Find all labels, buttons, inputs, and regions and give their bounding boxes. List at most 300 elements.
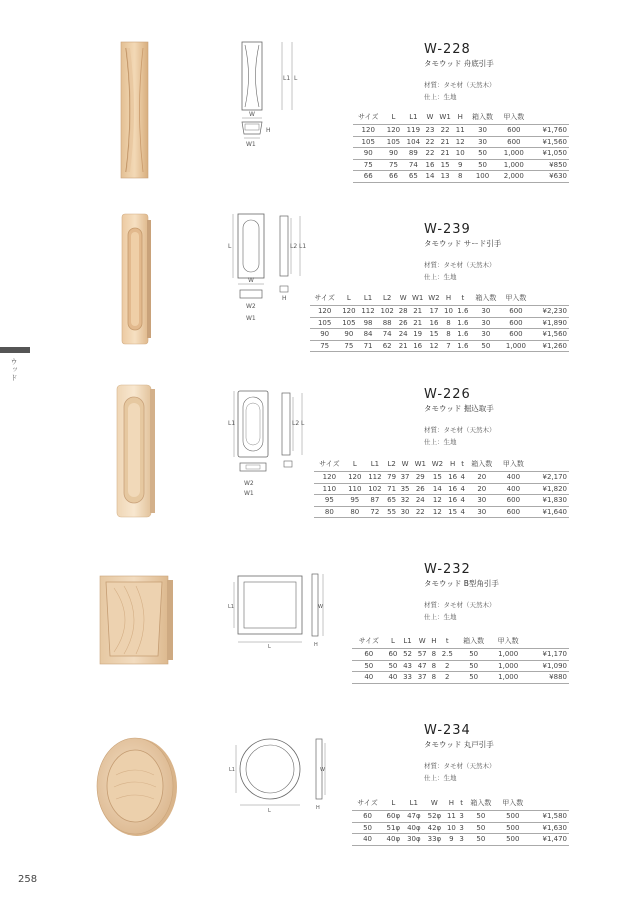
table-cell: 90 (383, 148, 403, 160)
table-cell: 60 (386, 649, 401, 661)
table-cell: 29 (412, 472, 429, 484)
price-cell: ¥1,580 (529, 811, 569, 823)
table-cell: 15 (446, 506, 459, 518)
table-cell: 4 (460, 507, 465, 516)
table-cell: 1,000 (498, 159, 529, 171)
material-text: 材質：タモ材（天然木） (424, 261, 496, 269)
table-cell: 119 (403, 125, 423, 137)
material-text: 材質：タモ材（天然木） (424, 762, 496, 770)
column-header: L1 (409, 799, 419, 807)
finish-text: 仕上：生地 (424, 613, 457, 621)
table-cell: 75 (339, 340, 358, 352)
dim-label: L1 (229, 767, 235, 773)
table-cell: 110 (314, 483, 345, 495)
table-cell: 57 (415, 649, 430, 661)
finish-text: 仕上：生地 (424, 438, 457, 446)
spec-table (352, 636, 569, 684)
product-w228 (0, 0, 636, 190)
table-cell: 37 (398, 472, 411, 484)
table-cell: 90 (353, 148, 383, 160)
table-cell: 120 (353, 125, 383, 137)
table-cell: 8 (430, 649, 439, 661)
product-w239 (0, 200, 636, 360)
table-cell: 30 (398, 506, 411, 518)
price-cell: ¥1,170 (525, 649, 569, 661)
table-cell: 14 (423, 171, 436, 183)
table-cell: 105 (353, 136, 383, 148)
table-cell: 50 (352, 822, 383, 834)
table-cell: 33φ (424, 834, 445, 846)
dim-label: W1 (246, 141, 256, 148)
table-cell: 1,000 (491, 672, 525, 684)
table-cell: 1,000 (491, 649, 525, 661)
dim-label: L1 (228, 420, 236, 427)
table-cell: 50 (456, 660, 490, 672)
table-cell: 23 (423, 125, 436, 137)
product-code: W-228 (424, 42, 471, 57)
dim-label: H (282, 295, 287, 302)
column-header (531, 293, 569, 306)
price-cell: ¥1,630 (529, 822, 569, 834)
dim-label: L (268, 808, 271, 814)
spec-table (352, 798, 569, 846)
table-cell: 400 (498, 483, 530, 495)
table-row (352, 672, 569, 684)
table-cell: 60 (352, 649, 386, 661)
price-cell: ¥2,170 (529, 472, 569, 484)
product-code: W-232 (424, 562, 471, 577)
table-row (352, 811, 569, 823)
column-header: 箱入数 (463, 637, 485, 645)
product-w232 (0, 550, 636, 700)
table-cell: 600 (498, 495, 530, 507)
table-cell: 2 (438, 660, 456, 672)
table-cell: 80 (345, 506, 365, 518)
column-header: 箱入数 (471, 460, 493, 468)
column-header: H (448, 799, 455, 807)
table-row (314, 483, 569, 495)
table-cell: 50 (456, 672, 490, 684)
table-cell: 30 (471, 329, 501, 341)
table-cell: 600 (498, 506, 530, 518)
table-cell: 12 (426, 340, 442, 352)
column-header: W (401, 460, 409, 468)
table-cell: 12 (454, 136, 467, 148)
price-cell: ¥630 (529, 171, 569, 183)
table-cell: 30φ (404, 834, 425, 846)
dim-label: H (314, 642, 318, 648)
finish-text: 仕上：生地 (424, 93, 457, 101)
price-cell: ¥1,760 (529, 125, 569, 137)
table-cell: 20 (466, 483, 498, 495)
product-name: タモウッド 舟底引手 (424, 59, 494, 68)
column-header (529, 112, 569, 125)
table-row (353, 159, 569, 171)
table-cell: 600 (501, 306, 531, 318)
product-name: タモウッド B型角引手 (424, 579, 499, 588)
column-header: サイズ (319, 460, 340, 468)
column-header: H (431, 637, 437, 645)
table-cell: 9 (445, 834, 459, 846)
spec-table (310, 293, 569, 352)
table-cell: 1.6 (455, 329, 471, 341)
table-row (310, 329, 569, 341)
table-cell: 30 (466, 506, 498, 518)
column-header: サイズ (314, 294, 335, 302)
column-header: 箱入数 (475, 294, 497, 302)
price-cell: ¥880 (525, 672, 569, 684)
table-cell: 600 (501, 329, 531, 341)
table-cell: 19 (410, 329, 426, 341)
product-name: タモウッド 掘込取手 (424, 404, 494, 413)
table-cell: 50 (471, 340, 501, 352)
table-cell: 13 (437, 171, 454, 183)
table-cell: 500 (497, 822, 529, 834)
product-w226 (0, 375, 636, 535)
product-code: W-239 (424, 222, 471, 237)
table-cell: 42φ (424, 822, 445, 834)
table-cell: 30 (471, 306, 501, 318)
price-cell: ¥1,050 (529, 148, 569, 160)
table-cell: 16 (446, 495, 459, 507)
column-header: W (430, 799, 438, 807)
table-cell: 75 (310, 340, 339, 352)
table-cell: 10 (454, 148, 467, 160)
table-cell: 16 (410, 340, 426, 352)
column-header: W (418, 637, 426, 645)
table-row (352, 660, 569, 672)
table-cell: 22 (437, 125, 454, 137)
table-cell: 8 (454, 171, 467, 183)
table-cell: 55 (385, 506, 398, 518)
table-cell: 3 (459, 823, 464, 832)
table-row (314, 495, 569, 507)
finish-text: 仕上：生地 (424, 273, 457, 281)
table-cell: 4 (460, 484, 465, 493)
column-header: H (457, 113, 463, 121)
dimension-drawing (226, 735, 326, 815)
table-cell: 120 (345, 472, 365, 484)
table-cell: 95 (345, 495, 365, 507)
table-cell: 50 (456, 649, 490, 661)
table-cell: 35 (398, 483, 411, 495)
dim-label: W (249, 111, 255, 118)
table-cell: 500 (497, 834, 529, 846)
price-cell: ¥1,090 (525, 660, 569, 672)
material-text: 材質：タモ材（天然木） (424, 426, 496, 434)
dim-label: H (266, 127, 271, 134)
table-cell: 120 (383, 125, 403, 137)
table-cell: 10 (444, 307, 453, 316)
table-cell: 2,000 (498, 171, 529, 183)
column-header: L2 (383, 294, 392, 302)
table-cell: 3 (459, 835, 464, 844)
table-cell: 1.6 (455, 340, 471, 352)
product-info (424, 222, 501, 283)
table-cell: 102 (378, 306, 397, 318)
table-cell: 17 (426, 306, 442, 318)
table-cell: 24 (412, 495, 429, 507)
table-cell: 52φ (424, 811, 445, 823)
dim-label: L (268, 644, 271, 650)
product-code: W-226 (424, 387, 471, 402)
table-cell: 43 (400, 660, 415, 672)
dim-label: L1 (228, 604, 234, 610)
column-header: L1 (363, 294, 373, 302)
table-row (352, 822, 569, 834)
product-code: W-234 (424, 723, 471, 738)
dim-label: W (320, 767, 325, 773)
table-cell: 400 (498, 472, 530, 484)
table-cell: 11 (445, 811, 459, 823)
column-header: サイズ (357, 799, 378, 807)
table-row (353, 148, 569, 160)
table-cell: 7 (442, 340, 455, 352)
price-cell: ¥1,560 (531, 329, 569, 341)
table-row (353, 136, 569, 148)
column-header: L2 (387, 460, 396, 468)
price-cell: ¥1,890 (531, 317, 569, 329)
table-cell: 26 (398, 318, 408, 327)
dimension-drawing (232, 40, 307, 150)
column-header: L (391, 113, 396, 121)
table-cell: 112 (358, 306, 377, 318)
dim-label: L1 (283, 75, 291, 82)
column-header: L (352, 460, 357, 468)
dimension-drawing (226, 387, 316, 499)
product-photo (94, 735, 180, 839)
table-cell: 4 (460, 473, 465, 482)
table-row (314, 506, 569, 518)
table-cell: 8 (442, 329, 455, 341)
table-cell: 1,000 (501, 340, 531, 352)
column-header: L1 (403, 637, 412, 645)
table-cell: 22 (423, 136, 436, 148)
table-cell: 50 (465, 834, 497, 846)
table-cell: 66 (353, 171, 383, 183)
table-row (310, 306, 569, 318)
price-cell: ¥2,230 (531, 306, 569, 318)
table-header-row (310, 293, 569, 306)
table-cell: 8 (430, 660, 439, 672)
table-cell: 65 (385, 495, 398, 507)
dim-label: L (228, 243, 232, 250)
column-header: L1 (370, 460, 380, 468)
table-cell: 2.5 (438, 649, 456, 661)
dim-label: L2 (292, 420, 300, 427)
table-cell: 47 (415, 660, 430, 672)
column-header: t (460, 799, 463, 807)
table-cell: 16 (446, 472, 459, 484)
column-header: 甲入数 (505, 294, 527, 302)
table-cell: 28 (398, 307, 408, 316)
column-header: t (445, 637, 449, 645)
price-cell: ¥1,640 (529, 506, 569, 518)
table-cell: 30 (471, 317, 501, 329)
table-cell: 102 (365, 483, 385, 495)
table-cell: 32 (398, 495, 411, 507)
table-cell: 52 (400, 649, 415, 661)
column-header: サイズ (358, 637, 380, 645)
column-header: L (391, 799, 396, 807)
table-cell: 30 (467, 136, 498, 148)
product-info (424, 42, 496, 103)
column-header: t (461, 460, 465, 468)
product-name: タモウッド サード引手 (424, 239, 502, 248)
table-row (353, 125, 569, 137)
table-cell: 62 (378, 340, 397, 352)
table-row (352, 834, 569, 846)
table-cell: 600 (501, 317, 531, 329)
column-header: W1 (439, 113, 451, 121)
table-header-row (353, 112, 569, 125)
column-header (529, 459, 569, 472)
table-header-row (352, 636, 569, 649)
table-cell: 66 (383, 171, 403, 183)
table-cell: 89 (403, 148, 423, 160)
column-header: 甲入数 (502, 799, 524, 807)
price-cell: ¥1,260 (531, 340, 569, 352)
table-cell: 79 (385, 472, 398, 484)
table-cell: 9 (454, 159, 467, 171)
section-label: ウッド (10, 358, 18, 382)
column-header: t (461, 294, 465, 302)
table-cell: 22 (412, 506, 429, 518)
table-cell: 15 (437, 159, 454, 171)
table-cell: 3 (459, 812, 464, 821)
price-cell: ¥1,470 (529, 834, 569, 846)
column-header: L1 (409, 113, 418, 121)
table-cell: 1,000 (491, 660, 525, 672)
table-cell: 65 (403, 171, 423, 183)
table-row (352, 649, 569, 661)
table-cell: 33 (400, 672, 415, 684)
product-photo (118, 212, 154, 346)
dim-label: W (248, 277, 254, 284)
finish-text: 仕上：生地 (424, 774, 457, 782)
table-cell: 90 (339, 329, 358, 341)
table-cell: 40 (386, 672, 401, 684)
table-cell: 600 (498, 125, 529, 137)
table-cell: 72 (365, 506, 385, 518)
table-cell: 8 (430, 672, 439, 684)
dim-label: L (301, 420, 305, 427)
dim-label: W2 (244, 480, 254, 487)
table-cell: 112 (365, 472, 385, 484)
table-cell: 50 (352, 660, 386, 672)
table-cell: 95 (314, 495, 345, 507)
table-cell: 47φ (404, 811, 425, 823)
dimension-drawing (228, 212, 318, 324)
table-cell: 12 (429, 506, 446, 518)
table-cell: 51φ (383, 822, 404, 834)
table-cell: 21 (398, 341, 408, 350)
table-cell: 50 (467, 148, 498, 160)
table-cell: 26 (412, 483, 429, 495)
table-cell: 120 (314, 472, 345, 484)
column-header: 甲入数 (497, 637, 519, 645)
dim-label: L (294, 75, 298, 82)
material-text: 材質：タモ材（天然木） (424, 81, 496, 89)
table-cell: 1.6 (455, 317, 471, 329)
table-cell: 50 (465, 811, 497, 823)
table-cell: 120 (339, 306, 358, 318)
material-text: 材質：タモ材（天然木） (424, 601, 496, 609)
price-cell: ¥1,560 (529, 136, 569, 148)
dim-label: H (316, 805, 320, 811)
table-cell: 1,000 (498, 148, 529, 160)
table-cell: 1.6 (455, 306, 471, 318)
column-header (525, 636, 569, 649)
spec-table (353, 112, 569, 183)
table-cell: 60 (352, 811, 383, 823)
table-cell: 15 (426, 329, 442, 341)
table-cell: 120 (310, 306, 339, 318)
column-header: L (390, 637, 395, 645)
dim-label: W2 (246, 303, 256, 310)
dim-label: W (318, 604, 323, 610)
table-cell: 105 (383, 136, 403, 148)
column-header: 甲入数 (502, 460, 524, 468)
table-cell: 80 (314, 506, 345, 518)
column-header: L (346, 294, 351, 302)
table-row (310, 317, 569, 329)
table-cell: 2 (438, 672, 456, 684)
product-info (424, 387, 496, 448)
table-cell: 600 (498, 136, 529, 148)
table-cell: 84 (358, 329, 377, 341)
table-cell: 22 (423, 148, 436, 160)
table-cell: 21 (410, 306, 426, 318)
column-header: W2 (431, 460, 444, 468)
column-header: W (399, 294, 407, 302)
table-cell: 11 (454, 125, 467, 137)
table-cell: 24 (398, 330, 408, 339)
table-cell: 90 (310, 329, 339, 341)
product-photo (96, 572, 178, 668)
table-cell: 105 (339, 317, 358, 329)
table-header-row (352, 798, 569, 811)
table-cell: 16 (446, 483, 459, 495)
product-info (424, 723, 496, 784)
spec-table (314, 459, 569, 518)
table-cell: 100 (467, 171, 498, 183)
table-cell: 8 (442, 317, 455, 329)
table-cell: 14 (429, 483, 446, 495)
dim-label: W1 (246, 315, 256, 322)
table-cell: 16 (423, 159, 436, 171)
table-cell: 71 (385, 483, 398, 495)
column-header: 箱入数 (470, 799, 492, 807)
column-header (529, 798, 569, 811)
table-cell: 21 (437, 136, 454, 148)
table-cell: 71 (358, 340, 377, 352)
product-photo (118, 40, 152, 180)
table-cell: 40 (352, 672, 386, 684)
product-name: タモウッド 丸戸引手 (424, 740, 494, 749)
table-cell: 4 (460, 496, 465, 505)
dim-label: W1 (244, 490, 254, 497)
dimension-drawing (226, 568, 326, 652)
table-cell: 74 (378, 329, 397, 341)
table-cell: 75 (353, 159, 383, 171)
table-cell: 500 (497, 811, 529, 823)
table-cell: 40 (352, 834, 383, 846)
column-header: W1 (414, 460, 426, 468)
table-row (314, 472, 569, 484)
table-cell: 50 (467, 159, 498, 171)
price-cell: ¥1,830 (529, 495, 569, 507)
